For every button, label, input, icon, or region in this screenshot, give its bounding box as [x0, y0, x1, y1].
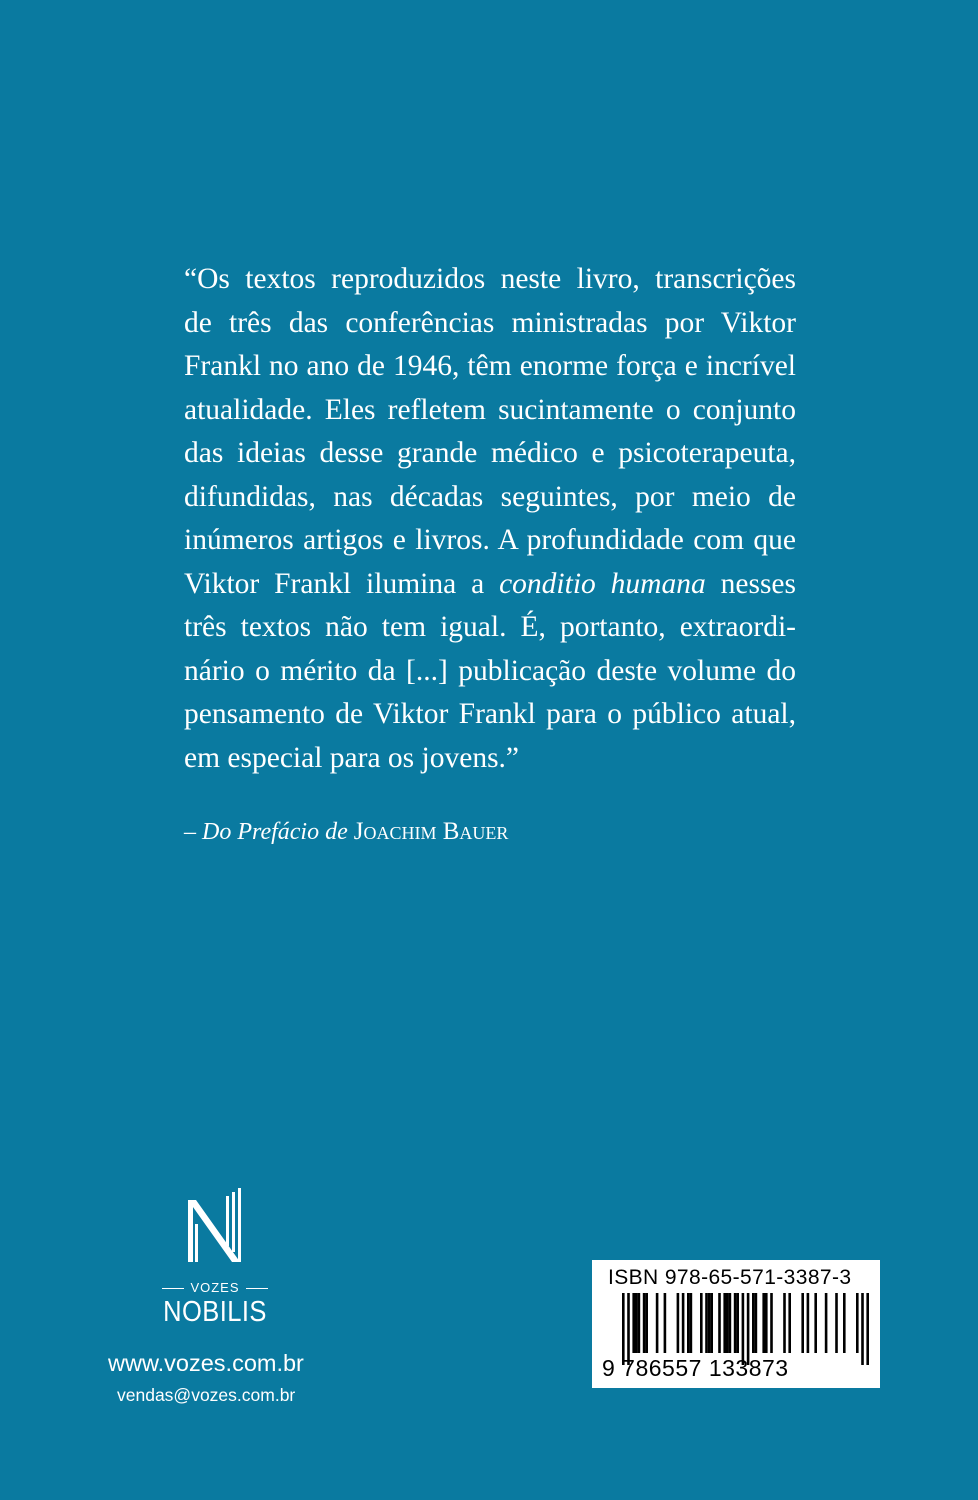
attribution-author: Joachim Bauer [353, 818, 509, 845]
quote-attribution [184, 815, 508, 849]
barcode-bar [677, 1293, 680, 1353]
barcode-bar [736, 1293, 739, 1353]
barcode-bar [682, 1293, 685, 1353]
isbn-label: ISBN 978-65-571-3387-3 [608, 1266, 852, 1289]
quote-line: Frankl no ano de 1946, têm enorme força e incrível [184, 350, 796, 382]
publisher-small-label: VOZES [190, 1280, 240, 1295]
barcode-bar [656, 1293, 659, 1353]
barcode-bar [755, 1293, 758, 1353]
barcode-bar [801, 1293, 804, 1353]
barcode-bar [635, 1293, 638, 1353]
barcode-bar [770, 1293, 773, 1353]
barcode-bar [825, 1293, 828, 1353]
attribution-prefix: – Do Prefácio de [184, 819, 348, 845]
barcode-bar [700, 1293, 703, 1353]
barcode-bar [734, 1293, 737, 1353]
barcode-bar [723, 1293, 726, 1353]
barcode-bar [687, 1293, 690, 1353]
barcode-bar [856, 1293, 859, 1353]
quote-line: “Os textos reproduzidos neste livro, transcrições [184, 263, 796, 295]
publisher-website[interactable]: www.vozes.com.br [108, 1350, 304, 1376]
barcode-bar [638, 1293, 641, 1353]
publisher-email[interactable]: vendas@vozes.com.br [117, 1385, 296, 1405]
barcode-bar [788, 1293, 791, 1353]
quote-line: três textos não tem igual. É, portanto, extraordi- [184, 611, 796, 643]
quote-line-italic [184, 563, 796, 607]
quote-line: de três das conferências ministradas por Viktor [184, 306, 796, 339]
quote-line: difundidas, nas décadas seguintes, por meio de [184, 480, 796, 513]
quote-line: atualidade. Eles refletem sucintamente o conjunto [184, 393, 796, 426]
quote-line: nário o mérito da [...] publicação deste volume do [184, 654, 796, 687]
quote-line: em especial para os jovens.” [184, 741, 520, 774]
publisher-small-name [150, 1280, 280, 1295]
barcode-bar [783, 1293, 786, 1353]
barcode-bar [835, 1293, 838, 1353]
quote-fragment: nesses [720, 567, 797, 600]
barcode-bar [708, 1293, 711, 1353]
back-cover-quote [184, 258, 796, 780]
barcode-bar [729, 1293, 732, 1353]
barcode-bar [807, 1293, 810, 1353]
barcode-guard-bar [866, 1293, 869, 1365]
barcode-bar [765, 1293, 768, 1353]
barcode-bar [762, 1293, 765, 1353]
barcode-bar [645, 1293, 648, 1353]
barcode-bar [752, 1293, 755, 1353]
quote-italic-term: conditio humana [499, 567, 706, 600]
quote-line: inúmeros artigos e livros. A profundidade com que [184, 524, 796, 556]
barcode-bar [632, 1293, 635, 1353]
quote-line: das ideias desse grande médico e psicoterapeuta, [184, 437, 796, 469]
barcode-guard-bar [861, 1293, 864, 1365]
barcode-bar [814, 1293, 817, 1353]
barcode-bar [843, 1293, 846, 1353]
barcode-bar [710, 1293, 713, 1353]
quote-line: pensamento de Viktor Frankl para o público atual, [184, 698, 796, 730]
barcode-bar [705, 1293, 708, 1353]
barcode-bar [690, 1293, 693, 1353]
barcode-bar [664, 1293, 667, 1353]
barcode-bar [726, 1293, 729, 1353]
barcode-digits: 9 786557 133873 [602, 1355, 789, 1381]
isbn-barcode [592, 1260, 880, 1388]
barcode-bar [718, 1293, 721, 1353]
quote-fragment: Viktor Frankl ilumina a [184, 567, 485, 600]
barcode-bar [643, 1293, 646, 1353]
publisher-name: NOBILIS [163, 1296, 267, 1328]
